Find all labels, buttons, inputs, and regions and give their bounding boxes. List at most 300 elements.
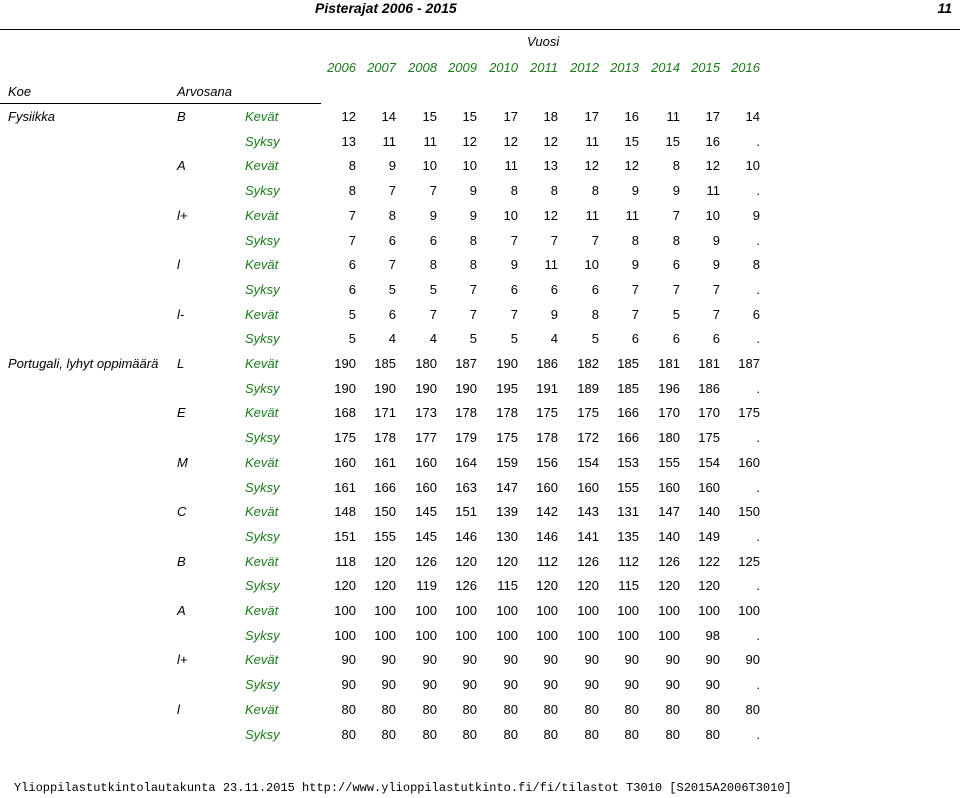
value-cell: 7	[712, 307, 720, 322]
value-cell: 5	[672, 307, 680, 322]
table-row	[0, 379, 960, 399]
value-cell: .	[756, 134, 760, 149]
value-cell: 191	[536, 381, 558, 396]
column-header-koe: Koe	[8, 84, 32, 99]
term-cell: Syksy	[245, 381, 280, 396]
value-cell: 8	[752, 257, 760, 272]
value-cell: 120	[698, 578, 720, 593]
table-row	[0, 107, 960, 127]
term-cell: Kevät	[245, 702, 279, 717]
value-cell: 80	[503, 702, 518, 717]
term-cell: Syksy	[245, 134, 280, 149]
year-header-cell: 2015	[691, 60, 720, 75]
value-cell: 190	[334, 356, 356, 371]
value-cell: 100	[415, 603, 437, 618]
value-cell: 11	[423, 134, 437, 149]
footer-source: Ylioppilastutkintolautakunta 23.11.2015 http://www.ylioppilastutkinto.fi/fi/tilastot T3010 [S2015A2006T3010]	[14, 781, 792, 795]
term-cell: Kevät	[245, 455, 279, 470]
value-cell: 7	[469, 307, 477, 322]
value-cell: 143	[577, 504, 599, 519]
value-cell: 8	[469, 257, 477, 272]
term-cell: Syksy	[245, 430, 280, 445]
column-header-row	[0, 82, 960, 102]
value-cell: 177	[415, 430, 437, 445]
value-cell: 160	[334, 455, 356, 470]
value-cell: 166	[617, 405, 639, 420]
value-cell: 10	[422, 158, 437, 173]
value-cell: 6	[348, 282, 356, 297]
value-cell: 16	[705, 134, 720, 149]
value-cell: 115	[497, 578, 518, 593]
grade-cell: l	[177, 702, 180, 717]
value-cell: 190	[455, 381, 477, 396]
term-cell: Syksy	[245, 578, 280, 593]
value-cell: 122	[698, 554, 720, 569]
value-cell: 12	[462, 134, 477, 149]
value-cell: 145	[415, 504, 437, 519]
year-group-label: Vuosi	[527, 34, 560, 49]
value-cell: 8	[591, 183, 599, 198]
term-cell: Kevät	[245, 109, 279, 124]
value-cell: 186	[536, 356, 558, 371]
value-cell: 130	[496, 529, 518, 544]
year-header-cell: 2007	[367, 60, 396, 75]
value-cell: 90	[584, 677, 599, 692]
value-cell: 178	[496, 405, 518, 420]
value-cell: 153	[617, 455, 639, 470]
value-cell: 161	[334, 480, 356, 495]
value-cell: 160	[698, 480, 720, 495]
value-cell: 175	[577, 405, 599, 420]
year-header-cell: 2006	[327, 60, 356, 75]
value-cell: 11	[544, 257, 558, 272]
term-cell: Syksy	[245, 727, 280, 742]
value-cell: 175	[496, 430, 518, 445]
value-cell: 5	[591, 331, 599, 346]
value-cell: 195	[496, 381, 518, 396]
grade-cell: E	[177, 405, 186, 420]
value-cell: 131	[617, 504, 639, 519]
value-cell: 7	[510, 233, 518, 248]
value-cell: 172	[577, 430, 599, 445]
value-cell: 126	[658, 554, 680, 569]
value-cell: 190	[415, 381, 437, 396]
value-cell: 90	[665, 677, 680, 692]
year-header-cell: 2009	[448, 60, 477, 75]
value-cell: 4	[429, 331, 437, 346]
value-cell: 8	[348, 183, 356, 198]
value-cell: 90	[462, 677, 477, 692]
value-cell: 6	[388, 233, 396, 248]
value-cell: 16	[624, 109, 639, 124]
table-row	[0, 280, 960, 300]
value-cell: 185	[617, 356, 639, 371]
value-cell: 8	[631, 233, 639, 248]
value-cell: 160	[658, 480, 680, 495]
value-cell: 6	[672, 331, 680, 346]
value-cell: 80	[462, 702, 477, 717]
value-cell: .	[756, 381, 760, 396]
term-cell: Syksy	[245, 628, 280, 643]
value-cell: 120	[374, 578, 396, 593]
value-cell: 100	[496, 603, 518, 618]
value-cell: .	[756, 233, 760, 248]
value-cell: 166	[617, 430, 639, 445]
value-cell: 115	[618, 578, 639, 593]
value-cell: 166	[374, 480, 396, 495]
year-header-cell: 2012	[570, 60, 599, 75]
term-cell: Kevät	[245, 356, 279, 371]
value-cell: 15	[462, 109, 477, 124]
table-row	[0, 478, 960, 498]
value-cell: 10	[503, 208, 518, 223]
value-cell: 160	[738, 455, 760, 470]
value-cell: 90	[665, 652, 680, 667]
value-cell: 6	[550, 282, 558, 297]
value-cell: 151	[455, 504, 477, 519]
table-row	[0, 552, 960, 572]
value-cell: 90	[584, 652, 599, 667]
value-cell: .	[756, 727, 760, 742]
value-cell: 100	[577, 628, 599, 643]
value-cell: 90	[422, 652, 437, 667]
value-cell: 80	[665, 727, 680, 742]
value-cell: 8	[429, 257, 437, 272]
value-cell: 100	[374, 603, 396, 618]
value-cell: 80	[543, 727, 558, 742]
grade-cell: l	[177, 257, 180, 272]
value-cell: 100	[455, 628, 477, 643]
value-cell: 90	[705, 652, 720, 667]
term-cell: Kevät	[245, 504, 279, 519]
value-cell: 90	[422, 677, 437, 692]
table-row	[0, 453, 960, 473]
value-cell: 90	[381, 652, 396, 667]
koe-cell: Fysiikka	[8, 109, 55, 124]
value-cell: 155	[658, 455, 680, 470]
value-cell: 186	[698, 381, 720, 396]
table-row	[0, 502, 960, 522]
value-cell: 100	[455, 603, 477, 618]
value-cell: 80	[503, 727, 518, 742]
value-cell: 170	[658, 405, 680, 420]
value-cell: 9	[752, 208, 760, 223]
grade-cell: l+	[177, 652, 188, 667]
grade-cell: B	[177, 109, 186, 124]
value-cell: 80	[341, 702, 356, 717]
value-cell: 11	[706, 183, 720, 198]
value-cell: 5	[429, 282, 437, 297]
term-cell: Syksy	[245, 480, 280, 495]
term-cell: Kevät	[245, 652, 279, 667]
value-cell: 175	[698, 430, 720, 445]
value-cell: 181	[698, 356, 720, 371]
value-cell: 7	[388, 257, 396, 272]
value-cell: 140	[658, 529, 680, 544]
value-cell: 118	[335, 554, 356, 569]
table-row	[0, 403, 960, 423]
value-cell: 190	[374, 381, 396, 396]
table-row	[0, 231, 960, 251]
value-cell: 80	[624, 702, 639, 717]
value-cell: .	[756, 430, 760, 445]
value-cell: 6	[510, 282, 518, 297]
value-cell: 90	[341, 652, 356, 667]
value-cell: 160	[415, 455, 437, 470]
value-cell: 90	[745, 652, 760, 667]
value-cell: 112	[618, 554, 639, 569]
value-cell: 8	[550, 183, 558, 198]
value-cell: 5	[510, 331, 518, 346]
value-cell: 9	[388, 158, 396, 173]
value-cell: 190	[334, 381, 356, 396]
page-title: Pisterajat 2006 - 2015	[315, 0, 457, 16]
value-cell: 147	[496, 480, 518, 495]
value-cell: 8	[672, 233, 680, 248]
value-cell: 171	[374, 405, 396, 420]
value-cell: 80	[381, 702, 396, 717]
value-cell: 100	[738, 603, 760, 618]
term-cell: Kevät	[245, 158, 279, 173]
table-row	[0, 255, 960, 275]
value-cell: 6	[591, 282, 599, 297]
value-cell: 173	[415, 405, 437, 420]
value-cell: 6	[348, 257, 356, 272]
value-cell: 126	[577, 554, 599, 569]
value-cell: 100	[658, 603, 680, 618]
value-cell: 11	[585, 134, 599, 149]
value-cell: 13	[543, 158, 558, 173]
value-cell: 178	[536, 430, 558, 445]
grade-cell: A	[177, 603, 186, 618]
value-cell: .	[756, 628, 760, 643]
value-cell: 178	[455, 405, 477, 420]
value-cell: 13	[341, 134, 356, 149]
table-row	[0, 527, 960, 547]
term-cell: Syksy	[245, 529, 280, 544]
value-cell: .	[756, 331, 760, 346]
value-cell: 120	[536, 578, 558, 593]
value-cell: 4	[550, 331, 558, 346]
value-cell: 8	[469, 233, 477, 248]
value-cell: .	[756, 282, 760, 297]
value-cell: 9	[712, 233, 720, 248]
value-cell: 12	[341, 109, 356, 124]
value-cell: 12	[705, 158, 720, 173]
value-cell: 155	[617, 480, 639, 495]
grade-cell: L	[177, 356, 185, 371]
value-cell: 17	[705, 109, 720, 124]
value-cell: 5	[348, 307, 356, 322]
value-cell: 15	[624, 134, 639, 149]
value-cell: 9	[550, 307, 558, 322]
value-cell: 11	[625, 208, 639, 223]
value-cell: 80	[422, 727, 437, 742]
value-cell: 90	[503, 652, 518, 667]
value-cell: 119	[416, 578, 437, 593]
value-cell: 11	[666, 109, 680, 124]
term-cell: Syksy	[245, 183, 280, 198]
table-row	[0, 700, 960, 720]
value-cell: 182	[577, 356, 599, 371]
term-cell: Kevät	[245, 307, 279, 322]
value-cell: 175	[536, 405, 558, 420]
table-row	[0, 428, 960, 448]
value-cell: 100	[577, 603, 599, 618]
value-cell: 17	[584, 109, 599, 124]
value-cell: 7	[348, 208, 356, 223]
value-cell: 80	[341, 727, 356, 742]
term-cell: Kevät	[245, 208, 279, 223]
value-cell: 15	[422, 109, 437, 124]
value-cell: 4	[388, 331, 396, 346]
value-cell: 9	[631, 257, 639, 272]
value-cell: 142	[536, 504, 558, 519]
grade-cell: M	[177, 455, 188, 470]
value-cell: 160	[536, 480, 558, 495]
value-cell: 80	[584, 727, 599, 742]
value-cell: 161	[374, 455, 396, 470]
value-cell: 6	[631, 331, 639, 346]
term-cell: Kevät	[245, 257, 279, 272]
value-cell: 9	[469, 208, 477, 223]
year-header-cell: 2016	[731, 60, 760, 75]
grade-cell: l-	[177, 307, 185, 322]
year-header-cell: 2014	[651, 60, 680, 75]
value-cell: 150	[738, 504, 760, 519]
value-cell: 100	[536, 603, 558, 618]
value-cell: 90	[543, 677, 558, 692]
value-cell: 90	[705, 677, 720, 692]
table-row	[0, 305, 960, 325]
value-cell: 100	[617, 628, 639, 643]
value-cell: 179	[455, 430, 477, 445]
value-cell: 9	[631, 183, 639, 198]
value-cell: 10	[745, 158, 760, 173]
value-cell: .	[756, 480, 760, 495]
value-cell: 12	[624, 158, 639, 173]
term-cell: Syksy	[245, 233, 280, 248]
value-cell: 126	[455, 578, 477, 593]
value-cell: 7	[591, 233, 599, 248]
value-cell: 159	[496, 455, 518, 470]
grade-cell: A	[177, 158, 186, 173]
value-cell: 120	[374, 554, 396, 569]
value-cell: 100	[334, 603, 356, 618]
term-cell: Syksy	[245, 331, 280, 346]
table-row	[0, 675, 960, 695]
value-cell: 160	[415, 480, 437, 495]
value-cell: 5	[348, 331, 356, 346]
value-cell: 80	[543, 702, 558, 717]
value-cell: 163	[455, 480, 477, 495]
value-cell: 180	[415, 356, 437, 371]
value-cell: 7	[469, 282, 477, 297]
value-cell: 8	[348, 158, 356, 173]
value-cell: 12	[543, 134, 558, 149]
value-cell: 126	[415, 554, 437, 569]
value-cell: 196	[658, 381, 680, 396]
value-cell: 80	[462, 727, 477, 742]
value-cell: 90	[624, 677, 639, 692]
value-cell: 147	[658, 504, 680, 519]
value-cell: 7	[631, 282, 639, 297]
value-cell: 164	[455, 455, 477, 470]
value-cell: 18	[543, 109, 558, 124]
value-cell: 17	[503, 109, 518, 124]
value-cell: 190	[496, 356, 518, 371]
value-cell: 7	[550, 233, 558, 248]
value-cell: 6	[752, 307, 760, 322]
value-cell: 6	[672, 257, 680, 272]
year-header-cell: 2011	[530, 60, 558, 75]
table-row	[0, 725, 960, 745]
value-cell: 90	[503, 677, 518, 692]
grade-cell: l+	[177, 208, 188, 223]
value-cell: 146	[536, 529, 558, 544]
term-cell: Kevät	[245, 603, 279, 618]
value-cell: 150	[374, 504, 396, 519]
term-cell: Syksy	[245, 282, 280, 297]
value-cell: 100	[536, 628, 558, 643]
value-cell: 98	[705, 628, 720, 643]
value-cell: 148	[334, 504, 356, 519]
value-cell: 100	[496, 628, 518, 643]
value-cell: 5	[388, 282, 396, 297]
grade-cell: C	[177, 504, 187, 519]
column-header-arvosana: Arvosana	[177, 84, 232, 99]
value-cell: 7	[510, 307, 518, 322]
value-cell: 154	[698, 455, 720, 470]
value-cell: 151	[334, 529, 356, 544]
value-cell: 185	[617, 381, 639, 396]
value-cell: 100	[415, 628, 437, 643]
value-cell: 160	[577, 480, 599, 495]
value-cell: 175	[334, 430, 356, 445]
value-cell: 80	[705, 702, 720, 717]
value-cell: 80	[665, 702, 680, 717]
koe-cell: Portugali, lyhyt oppimäärä	[8, 356, 159, 371]
term-cell: Kevät	[245, 554, 279, 569]
value-cell: 139	[496, 504, 518, 519]
value-cell: 149	[698, 529, 720, 544]
table-row	[0, 601, 960, 621]
value-cell: 8	[388, 208, 396, 223]
value-cell: .	[756, 529, 760, 544]
value-cell: 120	[577, 578, 599, 593]
table-row	[0, 156, 960, 176]
value-cell: .	[756, 677, 760, 692]
value-cell: 7	[672, 208, 680, 223]
header-divider	[0, 29, 960, 30]
term-cell: Syksy	[245, 677, 280, 692]
value-cell: 10	[584, 257, 599, 272]
value-cell: 155	[374, 529, 396, 544]
value-cell: 14	[745, 109, 760, 124]
value-cell: 168	[334, 405, 356, 420]
grade-cell: B	[177, 554, 186, 569]
value-cell: 6	[712, 331, 720, 346]
term-cell: Kevät	[245, 405, 279, 420]
value-cell: 100	[698, 603, 720, 618]
value-cell: 9	[510, 257, 518, 272]
value-cell: 9	[469, 183, 477, 198]
value-cell: 80	[745, 702, 760, 717]
value-cell: 11	[504, 158, 518, 173]
value-cell: 90	[381, 677, 396, 692]
table-row	[0, 626, 960, 646]
table-row	[0, 181, 960, 201]
